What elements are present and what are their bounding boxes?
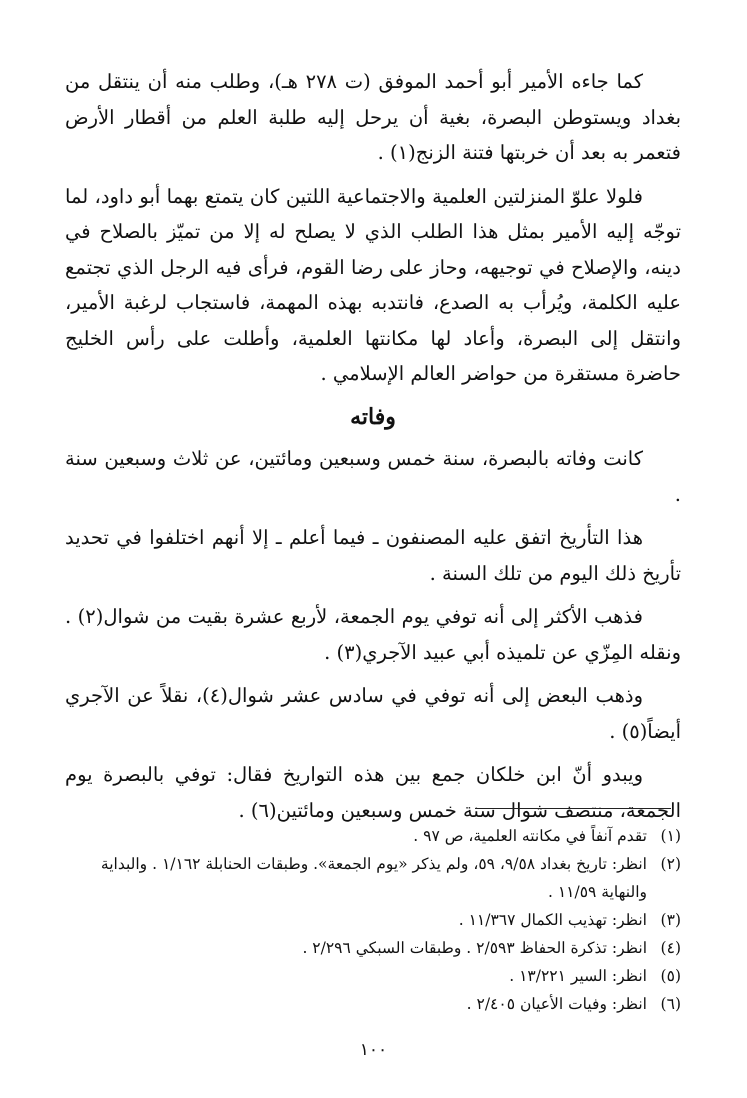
- section-heading: وفاته: [350, 403, 396, 430]
- paragraph: فذهب الأكثر إلى أنه توفي يوم الجمعة، لأربع عشرة بقيت من شوال(٢) . ونقله المِزّي عن تلميذه أبي عبيد الآجري(٣) .: [65, 605, 681, 664]
- footnote-number: (١): [660, 827, 681, 845]
- footnote-number: (٤): [660, 939, 681, 957]
- main-text: [65, 64, 681, 828]
- footnote-text: انظر: وفيات الأعيان ٢/٤٠٥ .: [466, 995, 647, 1013]
- footnote-separator: [475, 808, 671, 809]
- paragraph: كانت وفاته بالبصرة، سنة خمس وسبعين ومائتين، عن ثلاث وسبعين سنة .: [65, 447, 681, 506]
- paragraph: وذهب البعض إلى أنه توفي في سادس عشر شوال(٤)، نقلاً عن الآجري أيضاً(٥) .: [65, 684, 681, 743]
- footnote-text: انظر: السير ١٣/٢٢١ .: [509, 967, 647, 985]
- footnote-text: انظر: تذكرة الحفاظ ٢/٥٩٣ . وطبقات السبكي ٢/٢٩٦ .: [302, 939, 647, 957]
- paragraph: كما جاءه الأمير أبو أحمد الموفق (ت ٢٧٨ هـ)، وطلب منه أن ينتقل من بغداد ويستوطن البصرة، بغية أن يرحل إليه طلبة العلم من أقطار الأرض فتعمر به بعد أن خربتها فتنة الزنج(١) .: [65, 70, 681, 164]
- footnote: [61, 822, 681, 850]
- footnote: [61, 962, 681, 990]
- paragraph: ويبدو أنّ ابن خلكان جمع بين هذه التواريخ فقال: توفي بالبصرة يوم الجمعة، منتصف شوال سنة خمس وسبعين ومائتين(٦) .: [65, 763, 681, 822]
- footnote-number: (٣): [660, 911, 681, 929]
- paragraph: فلولا علوّ المنزلتين العلمية والاجتماعية اللتين كان يتمتع بهما أبو داود، لما توجّه إليه الأمير بمثل هذا الطلب الذي لا يصلح له إلا من تميّز بالصلاح في دينه، والإصلاح في توجيهه، وحاز على رضا القوم، فرأى فيه الرجل الذي تجتمع عليه الكلمة، ويُرأب به الصدع، فانتدبه بهذه المهمة، فاستجاب لرغبة الأمير، وانتقل إلى البصرة، وأعاد لها مكانتها العلمية، وأطلت على رأس الخليج حاضرة مستقرة من حواضر العالم الإسلامي .: [65, 184, 681, 385]
- footnote: [61, 934, 681, 962]
- footnote-number: (٦): [660, 995, 681, 1013]
- footnote-text: انظر: تاريخ بغداد ٩/٥٨، ٥٩، ولم يذكر «يوم الجمعة». وطبقات الحنابلة ١/١٦٢ . والبداية والنهاية ١١/٥٩ .: [100, 855, 647, 901]
- footnote: [61, 906, 681, 934]
- footnote: [61, 850, 681, 906]
- footnote-text: تقدم آنفاً في مكانته العلمية، ص ٩٧ .: [413, 827, 647, 845]
- footnote-number: (٢): [660, 855, 681, 873]
- footnote-number: (٥): [660, 967, 681, 985]
- page-number: ١٠٠: [359, 1040, 388, 1060]
- footnote-text: انظر: تهذيب الكمال ١١/٣٦٧ .: [458, 911, 647, 929]
- footnotes: [61, 822, 681, 1018]
- paragraph: هذا التأريخ اتفق عليه المصنفون ـ فيما أعلم ـ إلا أنهم اختلفوا في تحديد تأريخ ذلك اليوم من تلك السنة .: [65, 526, 681, 585]
- footnote: [61, 990, 681, 1018]
